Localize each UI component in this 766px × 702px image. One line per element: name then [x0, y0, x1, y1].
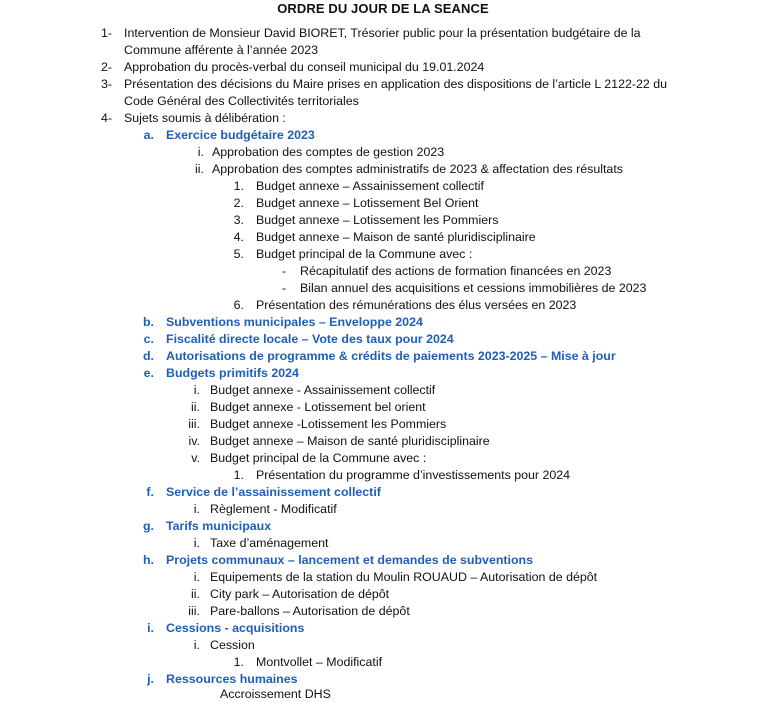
- item-text: Sujets soumis à délibération :: [124, 111, 286, 125]
- item-text: Code Général des Collectivités territoriales: [124, 94, 359, 108]
- sub-item: Taxe d’aménagement: [210, 536, 329, 550]
- sub-item: Budget annexe - Lotissement bel orient: [210, 400, 426, 414]
- section-letter: h.: [142, 553, 154, 567]
- section-letter: g.: [142, 519, 154, 533]
- item-number: 2-: [100, 60, 112, 74]
- sub-number: 2.: [233, 196, 244, 210]
- section-letter: d.: [142, 349, 154, 363]
- sub-item: Budget principal de la Commune avec :: [256, 247, 473, 261]
- sub-item: Budget annexe – Lotissement Bel Orient: [256, 196, 479, 210]
- sub-item: Règlement - Modificatif: [210, 502, 337, 516]
- bullet-dash: -: [282, 264, 287, 278]
- item-text: Intervention de Monsieur David BIORET, Trésorier public pour la présentation budgétaire de la: [124, 26, 641, 40]
- section-heading: Subventions municipales – Enveloppe 2024: [166, 315, 423, 329]
- roman-number: i.: [193, 502, 200, 516]
- item-text: Approbation des comptes de gestion 2023: [212, 145, 445, 159]
- section-heading: Ressources humaines: [166, 672, 298, 686]
- sub-item: Présentation des rémunérations des élus versées en 2023: [256, 298, 577, 312]
- roman-number: iii.: [188, 604, 200, 618]
- bullet-item: Récapitulatif des actions de formation financées en 2023: [300, 264, 612, 278]
- sub-item: Montvollet – Modificatif: [256, 655, 383, 669]
- bullet-item: Bilan annuel des acquisitions et cessions immobilières de 2023: [300, 281, 647, 295]
- sub-item: City park – Autorisation de dépôt: [210, 587, 390, 601]
- item-number: 3-: [100, 77, 112, 91]
- roman-number: iii.: [188, 417, 200, 431]
- sub-item: Budget annexe – Lotissement les Pommiers: [256, 213, 499, 227]
- sub-item: Présentation du programme d’investissements pour 2024: [256, 468, 571, 482]
- page-title: ORDRE DU JOUR DE LA SEANCE: [277, 1, 489, 16]
- section-letter: a.: [143, 128, 154, 142]
- section-letter: c.: [143, 332, 154, 346]
- section-letter: e.: [143, 366, 154, 380]
- sub-item: Budget principal de la Commune avec :: [210, 451, 427, 465]
- roman-number: i.: [193, 570, 200, 584]
- sub-number: 3.: [233, 213, 244, 227]
- sub-item: Budget annexe – Maison de santé pluridisciplinaire: [256, 230, 536, 244]
- item-text: Commune afférente à l’année 2023: [124, 43, 319, 57]
- roman-number: i.: [193, 638, 200, 652]
- section-letter: b.: [142, 315, 154, 329]
- sub-number: 4.: [233, 230, 244, 244]
- section-heading: Fiscalité directe locale – Vote des taux pour 2024: [166, 332, 454, 346]
- roman-number: i.: [193, 383, 200, 397]
- section-heading: Budgets primitifs 2024: [166, 366, 299, 380]
- section-letter: i.: [147, 621, 154, 635]
- sub-item: Budget annexe – Assainissement collectif: [256, 179, 484, 193]
- sub-item: Budget annexe -Lotissement les Pommiers: [210, 417, 447, 431]
- section-heading: Autorisations de programme & crédits de paiements 2023-2025 – Mise à jour: [166, 349, 616, 363]
- sub-item: Budget annexe – Maison de santé pluridisciplinaire: [210, 434, 490, 448]
- item-number: 4-: [100, 111, 112, 125]
- section-heading: Projets communaux – lancement et demandes de subventions: [166, 553, 534, 567]
- roman-number: v.: [191, 451, 200, 465]
- sub-number: 1.: [233, 655, 244, 669]
- bullet-dash: -: [282, 281, 287, 295]
- sub-item: Budget annexe - Assainissement collectif: [210, 383, 436, 397]
- sub-item: Equipements de la station du Moulin ROUAUD – Autorisation de dépôt: [210, 570, 598, 584]
- section-letter: f.: [146, 485, 154, 499]
- item-text: Approbation du procès-verbal du conseil municipal du 19.01.2024: [124, 60, 485, 74]
- section-heading: Exercice budgétaire 2023: [166, 128, 315, 142]
- sub-number: 1.: [233, 468, 244, 482]
- section-heading: Cessions - acquisitions: [166, 621, 305, 635]
- roman-number: i.: [193, 536, 200, 550]
- item-text: Approbation des comptes administratifs de 2023 & affectation des résultats: [212, 162, 623, 176]
- sub-item: Cession: [210, 638, 255, 652]
- sub-number: 1.: [233, 179, 244, 193]
- section-heading: Service de l’assainissement collectif: [166, 485, 381, 499]
- section-heading: Tarifs municipaux: [166, 519, 272, 533]
- roman-number: ii.: [191, 400, 200, 414]
- section-letter: j.: [147, 672, 154, 686]
- item-number: 1-: [100, 26, 112, 40]
- sub-item: Accroissement DHS: [220, 687, 331, 701]
- roman-number: ii.: [195, 162, 204, 176]
- sub-number: 6.: [233, 298, 244, 312]
- sub-number: 5.: [233, 247, 244, 261]
- sub-item: Pare-ballons – Autorisation de dépôt: [210, 604, 410, 618]
- roman-number: ii.: [191, 587, 200, 601]
- item-text: Présentation des décisions du Maire prises en application des dispositions de l’article L 2122-22 du: [124, 77, 667, 91]
- roman-number: iv.: [188, 434, 200, 448]
- roman-number: i.: [197, 145, 204, 159]
